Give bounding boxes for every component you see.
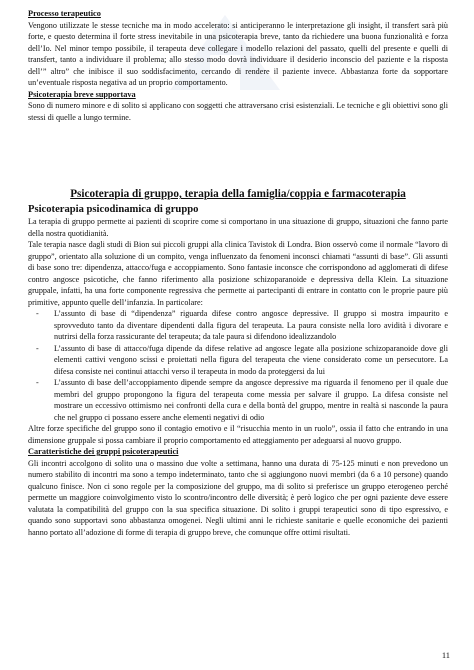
section-heading: Processo terapeutico	[28, 9, 101, 18]
section-subtitle: Psicoterapia psicodinamica di gruppo	[28, 204, 199, 215]
assumptions-list	[28, 308, 448, 423]
list-item: - L’assunto di base dell’accoppiamento dipende sempre da angosce depressive ma riguarda il fenomeno per il quale due membri del gruppo propongono la figura del terapeuta come messia per salvare il gruppo. La difesa consiste nel mostrare un eccessivo ottimismo nei confronti della cura e della bontà del gruppo, mentre in realtà si nasconde la paura che nel gruppo ci possano essere anche elementi negativi di odio	[28, 377, 448, 423]
section-text: Vengono utilizzate le stesse tecniche ma in modo accelerato: si anticiperanno le interpretazione gli insight, il transfert sarà più forte, e questo determina il forte stress inevitabile in una psicoterapia breve, tanto da richiedere una buona funzionalità e forza dell’Io. Nel minor tempo possibile, il terapeuta deve collegare i modello relazioni del passato, quelli del presente e quelli di transfert, tanto a individuare il problema; allo stesso modo dovrà individuare il desiderio inconscio del paziente e la risposta dell’” altro” che inibisce il suo soddisfacimento, cercando di rendere il paziente invece. Abbastanza forte da sopportare un’eventuale risposta negativa ad un proprio comportamento.	[28, 20, 448, 87]
chapter-title: Psicoterapia di gruppo, terapia della famiglia/coppia e farmacoterapia	[70, 188, 406, 200]
section-heading: Caratteristiche dei gruppi psicoterapeutici	[28, 447, 179, 456]
group-therapy-body	[28, 216, 448, 538]
list-item: - L’assunto di base di “dipendenza” riguarda difese contro angosce depressive. Il gruppo si mostra impaurito e sprovveduto tanto da diventare dipendenti dalla figura del terapeuta. La paura consiste nella loro avidità i divorare e nutrirsi della forza rassicurante del terapeuta; da tale paura si difendono idealizzandolo	[28, 308, 448, 343]
section-text: Gli incontri accolgono di solito una o massino due volte a settimana, hanno una durata di 75-125 minuti e non prevedono un numero stabilito di incontri ma sono a tempo indeterminato, tanto che si aggiungono nuovi membri (da 6 a 10 persone) quando qualcuno finisce. Non ci sono regole per la composizione del gruppo, ma di solito si preferisce un gruppo eterogeneo perché permette un maggiore coinvolgimento visto lo scontro/incontro delle diversità; è però logico che per ogni paziente deve essere valutata la compatibilità del gruppo con la sua specifica situazione. Di solito i gruppi terapeutici sono di tipo espressivo, e quando sono supportavi sono abbastanza omogenei. Negli ultimi anni le richieste sanitarie e quelle economiche dei pazienti hanno portato all’adozione di forme di terapia di gruppo breve, che comunque offre ottimi risultati.	[28, 458, 448, 537]
paragraph: Altre forze specifiche del gruppo sono il contagio emotivo e il “risucchia mento in un ruolo”, ossia il fatto che entrando in una dimensione gruppale si possa cambiare il proprio comportamento ed atteggiamento per adeguarsi al nuovo gruppo.	[28, 424, 448, 445]
section-heading: Psicoterapia breve supportava	[28, 89, 136, 99]
paragraph: Tale terapia nasce dagli studi di Bion sui piccoli gruppi alla clinica Tavistok di Londra. Bion osservò come il normale “lavoro di gruppo”, orientato alla soluzione di un compito, venga influenzato da fenomeni inconsci chiamati “assunti di base”. Gli assunti di base sono tre: dipendenza, attacco/fuga e accoppiamento. Sono fantasie inconsce che corrispondono ad agglomerati di difese contro angosce psicotiche, che fanno riferimento alla posizione schizoparanoide e depressiva della Klein. La situazione gruppale, infatti, ha una forte componente regressiva che permette ai partecipanti di entrare in contatto con le proprie paure più primitive, appunto quelle dell’infanzia. In particolare:	[28, 240, 448, 307]
list-item: - L’assunto di base di attacco/fuga dipende da difese relative ad angosce legate alla posizione schizoparanoide dove gli elementi cattivi vengono scissi e proiettati nella figura del terapeuta che viene considerato come un persecutore. La difesa consiste nei continui attacchi verso il terapeuta in modo da proteggersi da lui	[28, 343, 448, 378]
paragraph: La terapia di gruppo permette ai pazienti di scoprire come si comportano in una situazione di gruppo, situazioni che fanno parte della nostra quotidianità.	[28, 217, 448, 238]
page-number: 11	[441, 650, 450, 660]
section-text: Sono di numero minore e di solito si applicano con soggetti che attraversano crisi esistenziali. Le tecniche e gli obiettivi sono gli stessi di quelle a lungo termine.	[28, 101, 448, 122]
section-processo-terapeutico	[28, 8, 448, 123]
